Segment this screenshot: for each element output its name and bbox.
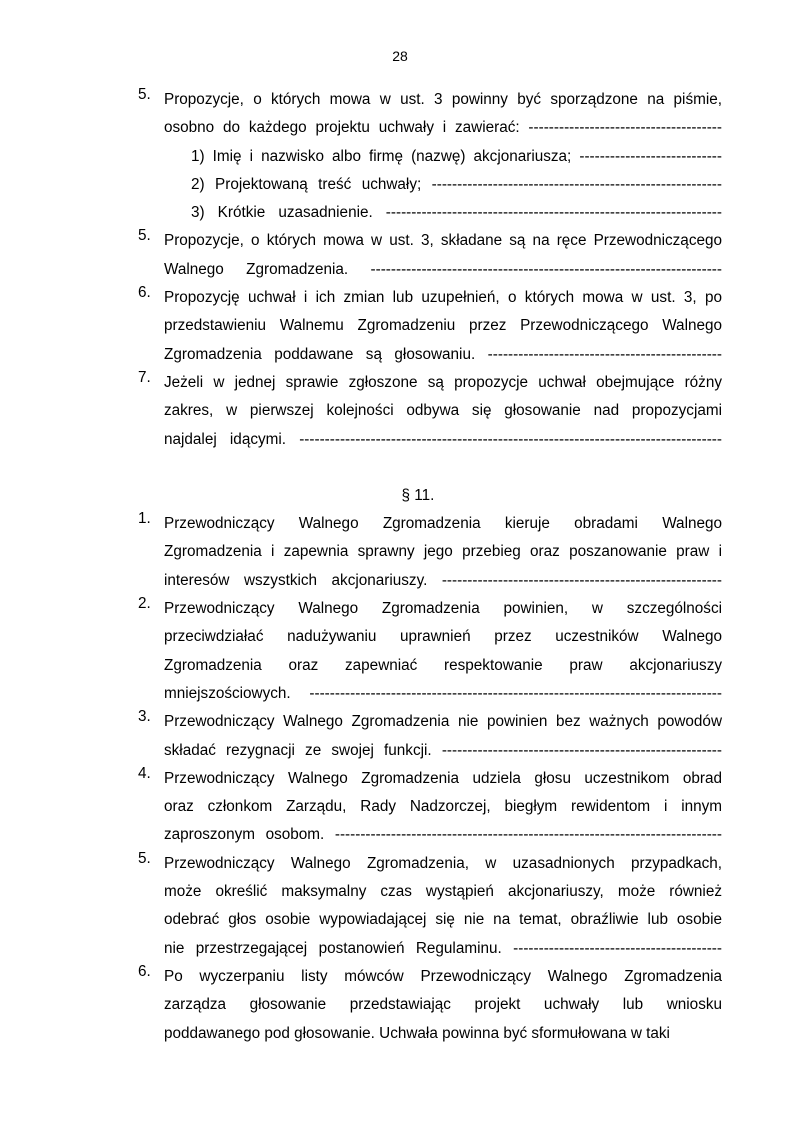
paragraph-line: 2) Projektowaną treść uchwały; --------------------------------------------------------- (191, 175, 722, 193)
paragraph-line: może określić maksymalny czas wystąpień akcjonariuszy, może również (164, 883, 722, 901)
paragraph-line: zarządza głosowanie przedstawiając projekt uchwały lub wniosku (164, 996, 722, 1014)
paragraph-line: najdalej idącymi. ----------------------------------------------------------------------------------- (164, 430, 722, 448)
paragraph-line: mniejszościowych. --------------------------------------------------------------------------------- (164, 684, 722, 702)
page-content (0, 86, 800, 1048)
paragraph-number: 5. (138, 227, 151, 245)
paragraph-number: 6. (138, 284, 151, 302)
resolution-proposals-list (0, 86, 800, 454)
numbered-paragraph (0, 369, 800, 454)
paragraph-line: odebrać głos osobie wypowiadającej się nie na temat, obraźliwie lub osobie (164, 911, 722, 929)
paragraph-line: oraz członkom Zarządu, Rady Nadzorczej, biegłym rewidentom i innym (164, 798, 722, 816)
sub-list-item (0, 199, 800, 227)
numbered-paragraph (0, 595, 800, 708)
paragraph-line: 3) Krótkie uzasadnienie. ------------------------------------------------------------------ (191, 204, 722, 222)
paragraph-number: 5. (138, 86, 151, 103)
paragraph-number: 7. (138, 368, 151, 386)
paragraph-line: Zgromadzenia oraz zapewniać respektowanie praw akcjonariuszy (164, 656, 722, 674)
paragraph-number: 1. (138, 510, 151, 528)
paragraph-line: Jeżeli w jednej sprawie zgłoszone są propozycje uchwał obejmujące różny (164, 373, 722, 391)
numbered-paragraph (0, 963, 800, 1048)
numbered-paragraph (0, 510, 800, 595)
paragraph-line: Przewodniczący Walnego Zgromadzenia powinien, w szczególności (164, 600, 722, 618)
paragraph-number: 2. (138, 595, 151, 613)
section-title: § 11. (401, 486, 435, 504)
page-number: 28 (392, 48, 408, 64)
paragraph-line: Zgromadzenia poddawane są głosowaniu. ---------------------------------------------- (164, 345, 722, 363)
paragraph-line: przedstawieniu Walnemu Zgromadzeniu przez Przewodniczącego Walnego (164, 317, 722, 335)
numbered-paragraph (0, 850, 800, 963)
paragraph-number: 5. (138, 849, 151, 867)
paragraph-line: składać rezygnacji ze swojej funkcji. ------------------------------------------------------- (164, 741, 722, 759)
numbered-paragraph (0, 227, 800, 284)
paragraph-line: Propozycję uchwał i ich zmian lub uzupełnień, o których mowa w ust. 3, po (164, 289, 722, 307)
numbered-paragraph (0, 708, 800, 765)
paragraph-line: nie przestrzegającej postanowień Regulaminu. ----------------------------------------- (164, 939, 722, 957)
paragraph-line: Po wyczerpaniu listy mówców Przewodniczący Walnego Zgromadzenia (164, 967, 722, 985)
paragraph-number: 6. (138, 962, 151, 980)
paragraph-number: 4. (138, 764, 151, 782)
chairman-duties-list (0, 510, 800, 1048)
paragraph-line: Zgromadzenia i zapewnia sprawny jego przebieg oraz poszanowanie praw i (164, 543, 722, 561)
paragraph-line: Przewodniczący Walnego Zgromadzenia, w uzasadnionych przypadkach, (164, 854, 722, 872)
numbered-paragraph (0, 284, 800, 369)
paragraph-line: Propozycje, o których mowa w ust. 3 powinny być sporządzone na piśmie, (164, 91, 722, 108)
paragraph-line: poddawanego pod głosowanie. Uchwała powinna być sformułowana w taki (164, 1024, 670, 1042)
paragraph-line: Przewodniczący Walnego Zgromadzenia nie powinien bez ważnych powodów (164, 713, 722, 731)
paragraph-number: 3. (138, 708, 151, 726)
paragraph-line: Walnego Zgromadzenia. --------------------------------------------------------------------- (164, 260, 722, 278)
paragraph-line: zakres, w pierwszej kolejności odbywa się głosowanie nad propozycjami (164, 402, 722, 420)
paragraph-line: zaproszonym osobom. ---------------------------------------------------------------------------- (164, 826, 722, 844)
numbered-paragraph (0, 765, 800, 850)
paragraph-line: przeciwdziałać nadużywaniu uprawnień przez uczestników Walnego (164, 628, 722, 646)
sub-list-item (0, 143, 800, 171)
paragraph-line: Propozycje, o których mowa w ust. 3, składane są na ręce Przewodniczącego (164, 232, 722, 250)
paragraph-line: Przewodniczący Walnego Zgromadzenia udziela głosu uczestnikom obrad (164, 769, 722, 787)
paragraph-line: osobno do każdego projektu uchwały i zawierać: -------------------------------------- (164, 119, 722, 137)
sub-list-item (0, 171, 800, 199)
numbered-paragraph (0, 86, 800, 143)
paragraph-line: interesów wszystkich akcjonariuszy. ------------------------------------------------------- (164, 571, 722, 589)
paragraph-line: 1) Imię i nazwisko albo firmę (nazwę) akcjonariusza; ---------------------------- (191, 147, 722, 165)
paragraph-line: Przewodniczący Walnego Zgromadzenia kieruje obradami Walnego (164, 515, 722, 533)
